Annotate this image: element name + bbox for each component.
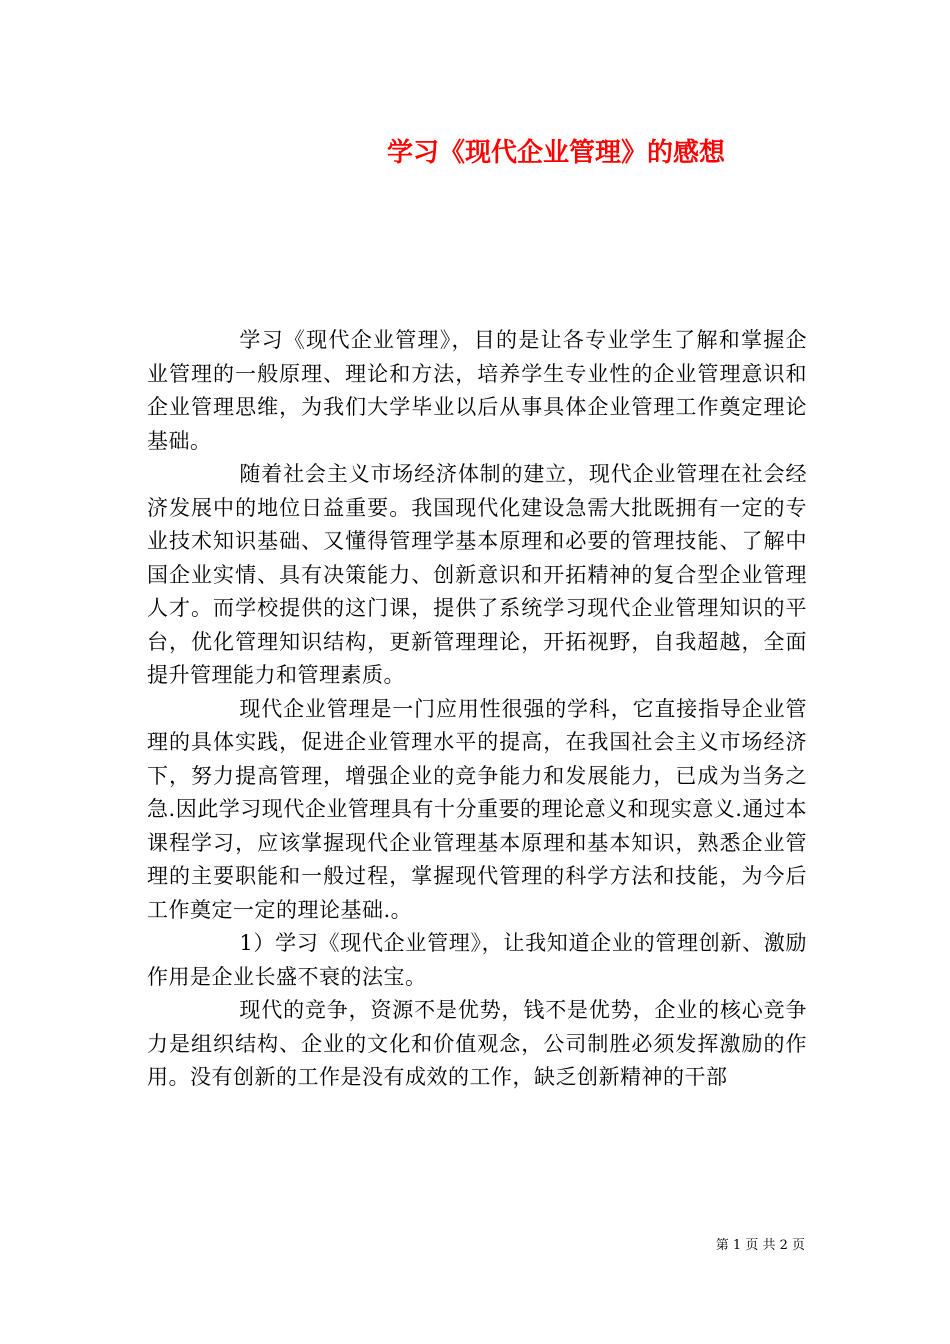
page-title: 学习《现代企业管理》的感想 (386, 138, 725, 168)
paragraph: 现代的竞争，资源不是优势，钱不是优势，企业的核心竞争力是组织结构、企业的文化和价值观念，公司制胜必须发挥激励的作用。没有创新的工作是没有成效的工作，缺乏创新精神的干部 (147, 998, 807, 1089)
document-body (147, 324, 807, 1095)
paragraph: 现代企业管理是一门应用性很强的学科，它直接指导企业管理的具体实践，促进企业管理水平的提高，在我国社会主义市场经济下，努力提高管理，增强企业的竞争能力和发展能力，已成为当务之急.因此学习现代企业管理具有十分重要的理论意义和现实意义.通过本课程学习，应该掌握现代企业管理基本原理和基本知识，熟悉企业管理的主要职能和一般过程，掌握现代管理的科学方法和技能，为今后工作奠定一定的理论基础.。 (147, 696, 807, 922)
paragraph: 随着社会主义市场经济体制的建立，现代企业管理在社会经济发展中的地位日益重要。我国现代化建设急需大批既拥有一定的专业技术知识基础、又懂得管理学基本原理和必要的管理技能、了解中国企业实情、具有决策能力、创新意识和开拓精神的复合型企业管理人才。而学校提供的这门课，提供了系统学习现代企业管理知识的平台，优化管理知识结构，更新管理理论，开拓视野，自我超越，全面提升管理能力和管理素质。 (147, 462, 807, 687)
page-number: 第 1 页 共 2 页 (715, 1238, 805, 1253)
paragraph: 学习《现代企业管理》，目的是让各专业学生了解和掌握企业管理的一般原理、理论和方法，培养学生专业性的企业管理意识和企业管理思维，为我们大学毕业以后从事具体企业管理工作奠定理论基础。 (147, 328, 807, 453)
paragraph: 1）学习《现代企业管理》，让我知道企业的管理创新、激励作用是企业长盛不衰的法宝。 (147, 931, 807, 989)
